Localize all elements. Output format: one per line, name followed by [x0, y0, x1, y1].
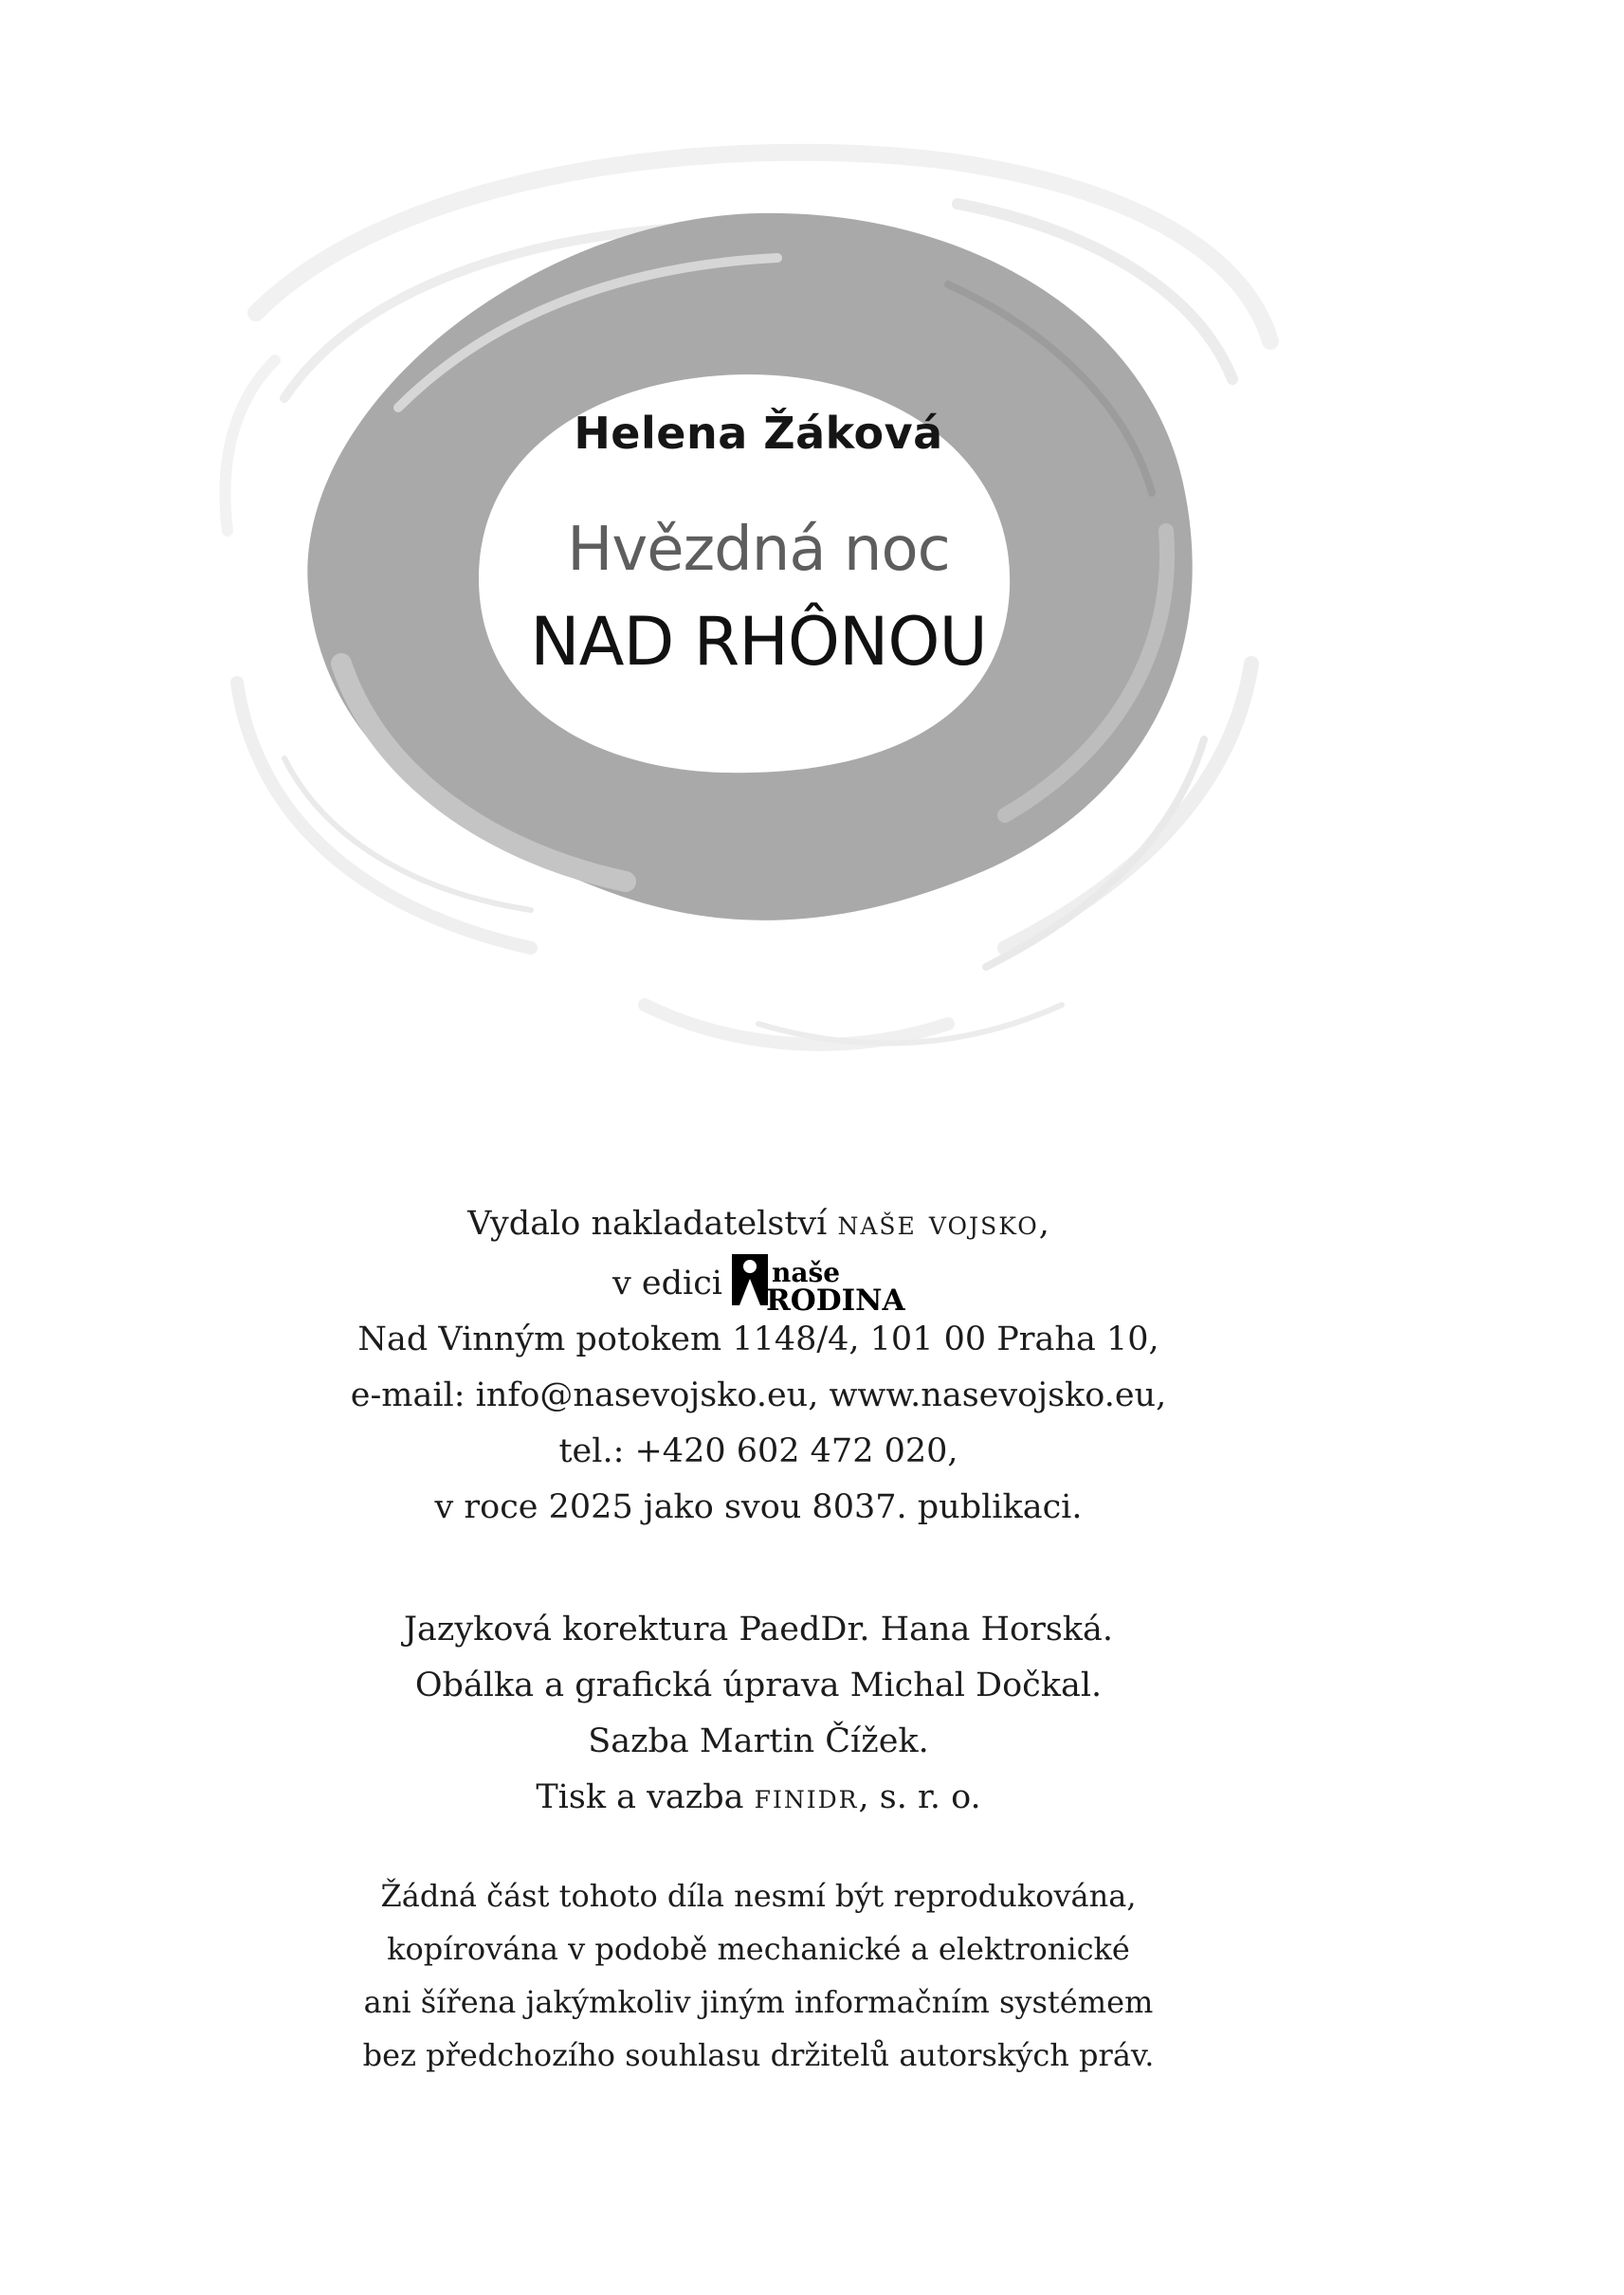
rights-line-2: kopírována v podobě mechanické a elektronické [387, 1931, 1130, 1967]
edition-logo-icon [732, 1254, 768, 1305]
edition-line: v edici naše RODINA [0, 1252, 1517, 1312]
rights-line-3: ani šířena jakýmkoliv jiným informačním systémem [363, 1984, 1154, 2020]
publication-year-line: v roce 2025 jako svou 8037. publikaci. [434, 1488, 1083, 1526]
cover-credit: Obálka a grafická úprava Michal Dočkal. [414, 1667, 1103, 1704]
printing-credit: Tisk a vazba finidr, s. r. o. [536, 1778, 981, 1816]
contact-line: e-mail: info@nasevojsko.eu, www.nasevojsko.eu, [350, 1376, 1167, 1414]
publisher-colophon [0, 1196, 1517, 1536]
address-line: Nad Vinným potokem 1148/4, 101 00 Praha 10, [357, 1321, 1159, 1358]
printer-name: finidr [754, 1778, 859, 1816]
nase-rodina-logo: naše RODINA [732, 1252, 904, 1307]
rights-line-4: bez předchozího souhlasu držitelů autorských práv. [362, 2037, 1155, 2073]
rights-line-1: Žádná část tohoto díla nesmí být reprodukována, [380, 1878, 1137, 1914]
copyright-notice [0, 1869, 1517, 2082]
proofreading-credit: Jazyková korektura PaedDr. Hana Horská. [404, 1611, 1113, 1648]
book-title-line2: NAD RHÔNOU [530, 603, 987, 681]
production-credits [0, 1602, 1517, 1826]
publisher-name: naše vojsko [837, 1205, 1039, 1243]
book-title-line1: Hvězdná noc [567, 515, 950, 585]
author-name: Helena Žáková [574, 408, 943, 459]
published-by-line: Vydalo nakladatelství naše vojsko, [467, 1205, 1049, 1243]
phone-line: tel.: +420 602 472 020, [558, 1432, 958, 1470]
typesetting-credit: Sazba Martin Čížek. [588, 1722, 929, 1760]
